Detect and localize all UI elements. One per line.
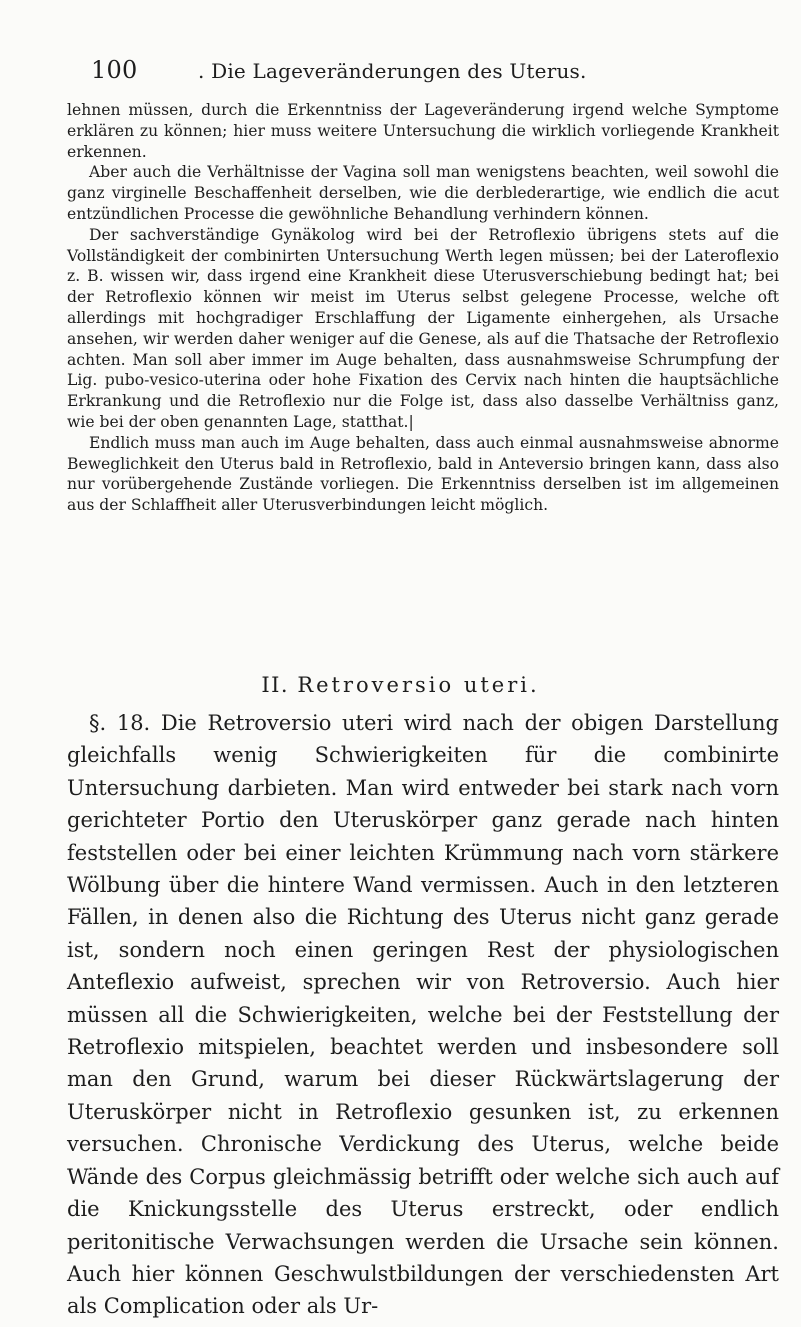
section-numeral: II.	[261, 673, 290, 697]
section-title: Retroversio uteri.	[297, 673, 540, 697]
running-title: . Die Lageveränderungen des Uterus.	[197, 59, 587, 83]
paragraph: lehnen müssen, durch die Erkenntniss der Lageveränderung irgend welche Symptome erklären zu können; hier muss weitere Untersuchung die wirklich vorliegende Krankheit erkennen.	[67, 101, 779, 161]
page-number: 100	[91, 56, 138, 84]
body-text-large	[67, 707, 779, 1323]
section-heading	[0, 673, 801, 697]
paragraph: Endlich muss man auch im Auge behalten, dass auch einmal ausnahmsweise abnorme Beweglichkeit den Uterus bald in Retroflexio, bald in Anteversio bringen kann, dass also nur vorübergehende Zustände vorliegen. Die Erkenntniss derselben ist im allgemeinen aus der Schlaffheit aller Uterusverbindungen leicht möglich.	[67, 433, 779, 515]
paragraph: Aber auch die Verhältnisse der Vagina soll man wenigstens beachten, weil sowohl die ganz virginelle Beschaffenheit derselben, wie die derblederartige, wie endlich die acut entzündlichen Processe die gewöhnliche Behandlung verhindern können.	[67, 163, 779, 223]
body-text-small	[67, 100, 779, 516]
page-header	[91, 56, 731, 84]
paragraph: §. 18. Die Retroversio uteri wird nach der obigen Darstellung gleichfalls wenig Schwierigkeiten für die combinirte Untersuchung darbieten. Man wird entweder bei stark nach vorn gerichteter Portio den Uteruskörper ganz gerade nach hinten feststellen oder bei einer leichten Krümmung nach vorn stärkere Wölbung über die hintere Wand vermissen. Auch in den letzteren Fällen, in denen also die Richtung des Uterus nicht ganz gerade ist, sondern noch einen geringen Rest der physiologischen Anteflexio aufweist, sprechen wir von Retroversio. Auch hier müssen all die Schwierigkeiten, welche bei der Feststellung der Retroflexio mitspielen, beachtet werden und insbesondere soll man den Grund, warum bei dieser Rückwärtslagerung der Uteruskörper nicht in Retroflexio gesunken ist, zu erkennen versuchen. Chronische Verdickung des Uterus, welche beide Wände des Corpus gleichmässig betrifft oder welche sich auch auf die Knickungsstelle des Uterus erstreckt, oder endlich peritonitische Verwachsungen werden die Ursache sein können. Auch hier können Geschwulstbildungen der verschiedensten Art als Complication oder als Ur-	[67, 711, 779, 1319]
paragraph: Der sachverständige Gynäkolog wird bei der Retroflexio übrigens stets auf die Vollständigkeit der combinirten Untersuchung Werth legen müssen; bei der Lateroflexio z. B. wissen wir, dass irgend eine Krankheit diese Uterusverschiebung bedingt hat; bei der Retroflexio können wir meist im Uterus selbst gelegene Processe, welche oft allerdings mit hochgradiger Erschlaffung der Ligamente einhergehen, als Ursache ansehen, wir werden daher weniger auf die Genese, als auf die Thatsache der Retroflexio achten. Man soll aber immer im Auge behalten, dass ausnahmsweise Schrumpfung der Lig. pubo-vesico-uterina oder hohe Fixation des Cervix nach hinten die hauptsächliche Erkrankung und die Retroflexio nur die Folge ist, dass also dasselbe Verhältniss ganz, wie bei der oben genannten Lage, statthat.|	[67, 225, 779, 431]
